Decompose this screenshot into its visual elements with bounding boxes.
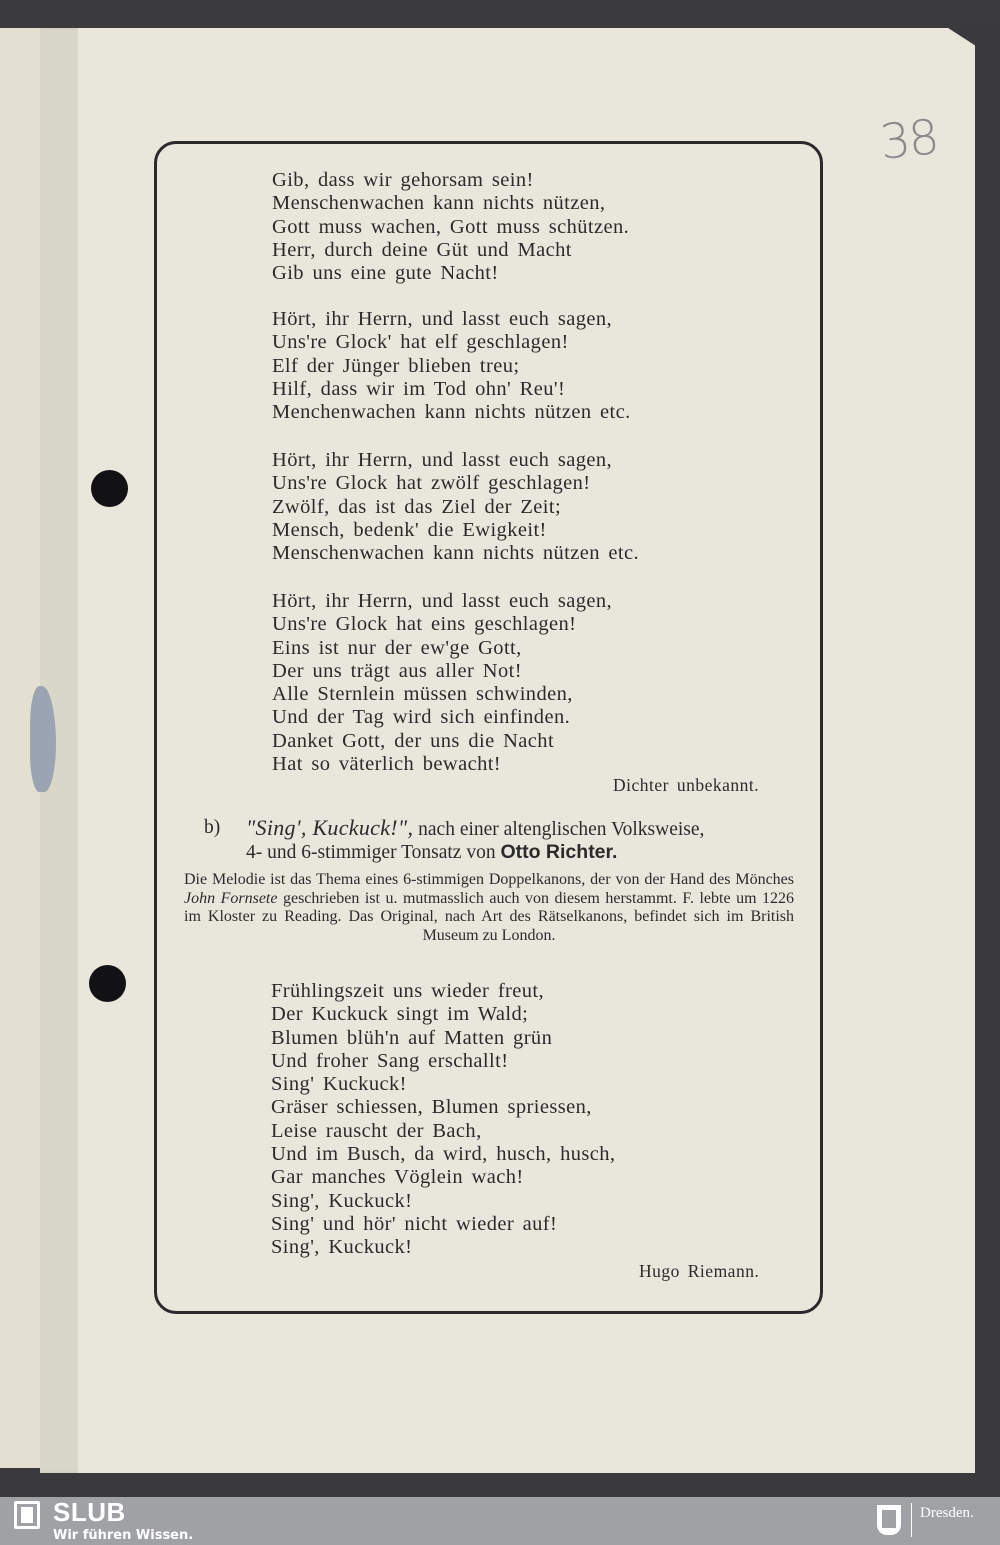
footer-bar [0,1497,1000,1545]
verse-line: Sing' Kuckuck! [271,1073,407,1096]
monk-name: John Fornsete [184,889,278,907]
note-part-2: geschrieben ist u. mutmasslich auch von diesem herstammt. F. lebte um 1226 im Kloster zu Reading. Das Original, nach Art des Rätselkanons, befindet sich im British Museum zu London. [184,889,795,944]
verse-line: Und im Busch, da wird, husch, husch, [271,1143,616,1166]
verse-line: Der uns trägt aus aller Not! [272,659,522,682]
verse-line: Gib, dass wir gehorsam sein! [272,169,534,191]
stanza-2 [272,308,631,424]
verse-line: Und der Tag wird sich einfinden. [272,706,571,729]
verse-line: Der Kuckuck singt im Wald; [271,1003,529,1026]
verse-line: Gar manches Vöglein wach! [271,1166,524,1189]
verse-line: Zwölf, das ist das Ziel der Zeit; [272,495,562,518]
verse-line: Blumen blüh'n auf Matten grün [271,1026,553,1049]
verse-line: Uns're Glock' hat elf geschlagen! [272,331,569,354]
city-crest-icon [877,1505,901,1535]
stanza-1 [272,169,629,285]
verse-line: Herr, durch deine Güt und Macht [272,238,572,261]
brand-name[interactable]: SLUB [53,1497,126,1527]
verse-line: Hört, ihr Herrn, und lasst euch sagen, [272,308,613,330]
punch-hole-upper [91,470,128,507]
verse-line: Gräser schiessen, Blumen spriessen, [271,1096,592,1119]
verse-line: Hört, ihr Herrn, und lasst euch sagen, [272,449,613,471]
verse-line: Gib uns eine gute Nacht! [272,262,499,285]
page-number: 38 [877,109,940,171]
verse-line: Danket Gott, der uns die Nacht [272,729,555,752]
heading-line-1: nach einer altenglischen Volksweise, [418,819,705,840]
song-title: "Sing', Kuckuck!", [246,815,414,840]
slub-logo-icon[interactable] [14,1501,40,1529]
verse-line: Menschenwachen kann nichts nützen etc. [272,542,640,565]
brand-tagline: Wir führen Wissen. [53,1528,194,1543]
verse-line: Uns're Glock hat zwölf geschlagen! [272,472,591,495]
verse-line: Elf der Jünger blieben treu; [272,354,520,377]
heading-line-2: 4- und 6-stimmiger Tonsatz von [246,842,496,863]
verse-line: Sing', Kuckuck! [271,1236,413,1259]
verse-line: Hört, ihr Herrn, und lasst euch sagen, [272,590,613,612]
melody-note [184,871,794,945]
author-unknown: Dichter unbekannt. [613,775,760,795]
note-part-1: Die Melodie ist das Thema eines 6-stimmigen Doppelkanons, der von der Hand des Mönches [184,871,794,888]
verse-line: Und froher Sang erschallt! [271,1049,509,1072]
verse-line: Leise rauscht der Bach, [271,1119,482,1142]
verse-line: Alle Sternlein müssen schwinden, [272,683,573,706]
section-marker: b) [204,817,221,838]
verse-line: Hat so väterlich bewacht! [272,753,502,776]
city-logo-text[interactable]: Dresden. [920,1505,974,1521]
verse-line: Gott muss wachen, Gott muss schützen. [272,215,630,238]
verse-line: Mensch, bedenk' die Ewigkeit! [272,518,547,541]
verse-line: Menchenwachen kann nichts nützen etc. [272,401,631,424]
footer-divider [911,1503,912,1537]
verse-line: Sing' und hör' nicht wieder auf! [271,1212,558,1235]
stanza-kuckuck [271,980,615,1260]
stanza-4 [272,590,612,776]
punch-hole-lower [89,965,126,1002]
verse-line: Hilf, dass wir im Tod ohn' Reu'! [272,377,566,400]
verse-line: Menschenwachen kann nichts nützen, [272,192,606,215]
author-riemann: Hugo Riemann. [639,1261,760,1281]
verse-line: Eins ist nur der ew'ge Gott, [272,636,522,659]
verse-line: Uns're Glock hat eins geschlagen! [272,613,577,636]
verse-line: Frühlingszeit uns wieder freut, [271,980,545,1002]
verse-line: Sing', Kuckuck! [271,1189,413,1212]
stanza-3 [272,449,639,565]
viewer-top-strip [0,0,1000,28]
composer-name: Otto Richter. [500,841,618,863]
